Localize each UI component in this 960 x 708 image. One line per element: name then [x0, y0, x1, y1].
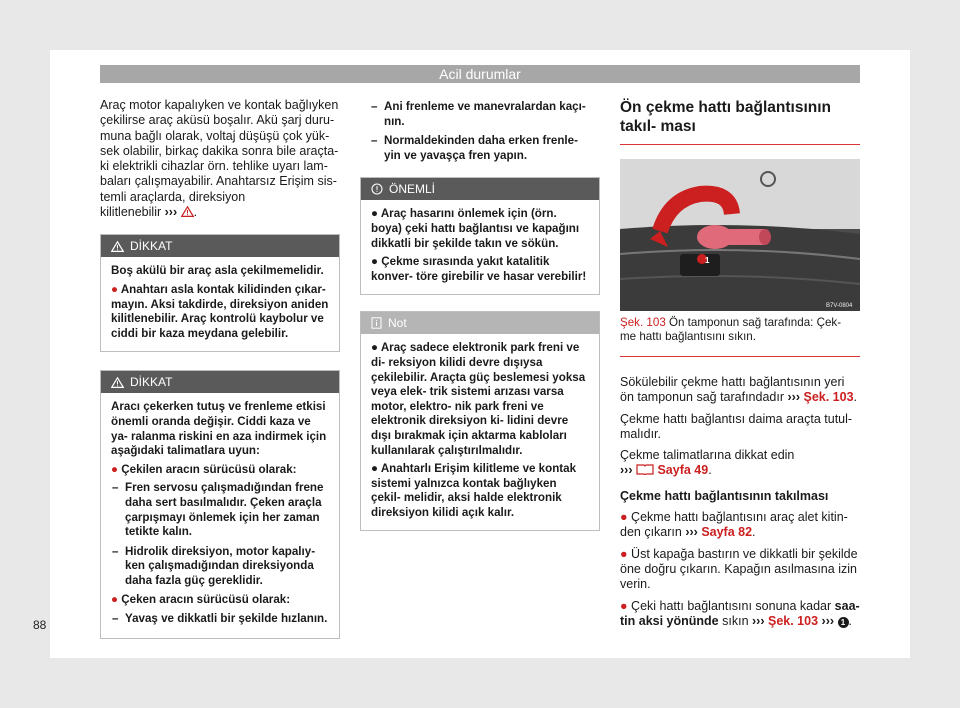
bullet: ● Çekilen aracın sürücüsü olarak: [111, 462, 297, 476]
warning-box-header: DİKKAT [101, 235, 339, 257]
dash-item: – Fren servosu çalışmadığından frene daha sert basılmalıdır. Çeken araçla çarpışmayı önlemek için her zaman tetikte kalın. [111, 481, 329, 539]
note-box-body [361, 334, 599, 530]
warning-icon [111, 377, 124, 388]
bullet: ● Çekme sırasında yakıt katalitik konver- töre girebilir ve hasar verebilir! [371, 255, 587, 283]
paragraph: Sökülebilir çekme hattı bağlantısının yeri ön tamponun sağ tarafındadır ››› Şek. 103. [620, 375, 858, 405]
warning-box-2 [100, 370, 340, 638]
dash-item: – Normaldekinden daha erken frenle- yin ve yavaşça fren yapın. [370, 134, 590, 163]
subheading: Çekme hattı bağlantısının takılması [620, 488, 829, 503]
column-left [100, 98, 340, 653]
bumper-illustration [620, 159, 860, 311]
warning-box-body: Boş akülü bir araç asla çekilmemelidir. ● Anahtarı asla kontak kilidinden çıkar- mayın. Aksi takdirde, direksiyon aniden kilitlenebilir. Araç kontrolü kaybolur ve ciddi bir kaza meydana gelebilir. [111, 264, 329, 340]
dash-item: – Ani frenleme ve manevralardan kaçı- nın. [370, 100, 590, 129]
warning-box-1 [100, 234, 340, 352]
figure-reference-link[interactable]: Şek. 103 [620, 316, 666, 329]
page-reference-link[interactable]: Sayfa 82 [701, 525, 753, 540]
warning-box-body: Aracı çekerken tutuş ve frenleme etkisi önemli oranda değişir. Ciddi kaza ve ya- ralanma riskini en aza indirmek için aşağıdaki talimatlara uyun: ● Çekilen aracın sürücüsü olarak: – Fren servosu çalışmadığından frene daha sert basılmalıdır. Çeken araçla çarpışmayı önlemek için her zaman tetikte kalın. – Hidrolik direksiyon, motor kapalıy- ken çalışmadığından direksiyonda daha fazla güç gereklidir. ● Çeken aracın sürücüsü olarak: – Yavaş ve dikkatli bir şekilde hızlanın. [101, 393, 339, 637]
warning-box-header: DİKKAT [101, 371, 339, 393]
svg-text:1: 1 [705, 256, 710, 265]
continued-list [360, 98, 600, 163]
paragraph: Çekme talimatlarına dikkat edin ››› Sayfa 49. [620, 448, 795, 478]
note-box-header: Not [361, 312, 599, 334]
figure-reference-link[interactable]: Şek. 103 [803, 390, 854, 405]
dash-item: – Hidrolik direksiyon, motor kapalıy- ken çalışmadığından direksiyonda daha fazla güç gereklidir. [111, 545, 329, 589]
section-header: Acil durumlar [100, 65, 860, 83]
column-middle [360, 98, 600, 545]
figure-reference-link[interactable]: Şek. 103 [768, 613, 819, 628]
warning-icon [111, 241, 124, 252]
figure-caption: Şek. 103 Ön tamponun sağ tarafında: Çek- me hattı bağlantısını sıkın. [620, 316, 860, 357]
paragraph: Çekme hattı bağlantısı daima araçta tutul- malıdır. [620, 411, 853, 441]
dash-item: – Yavaş ve dikkatli bir şekilde hızlanın. [111, 612, 329, 627]
book-icon [636, 463, 654, 475]
bullet: ● Üst kapağa bastırın ve dikkatli bir şekilde öne doğru çıkarın. Kapağın asılmasına izin verin. [620, 546, 858, 592]
note-icon [371, 317, 382, 329]
bullet: ● Çekme hattı bağlantısını araç alet kitin- den çıkarın ››› Sayfa 82. [620, 510, 848, 540]
info-circle-icon [371, 183, 383, 195]
bullet: ● Anahtarı asla kontak kilidinden çıkar- mayın. Aksi takdirde, direksiyon aniden kilitlenebilir. Araç kontrolü kaybolur ve ciddi bir kaza meydana gelebilir. [111, 282, 329, 340]
bullet: ● Anahtarlı Erişim kilitleme ve kontak sistemi yalnızca kontak bağlıyken çekil- melidir, aksi halde elektronik direksiyon kilidi açık kalır. [371, 462, 577, 519]
section-title: Ön çekme hattı bağlantısının takıl- ması [620, 98, 860, 145]
intro-paragraph: Araç motor kapalıyken ve kontak bağlıyken çekilirse araç aküsü boşalır. Akü şarj duru- muna bağlı olarak, voltaj düşüşü çok yük- sek olabilir, birkaç dakika sonra bile araçta- ki elektrikli cihazlar örn. tehlike uyarı lam- baları çalışmayabilir. Anahtarsız Erişim sis- temli araçlarda, direksiyon kilitlenebilir ››› . [100, 98, 339, 220]
bullet: ● Araç sadece elektronik park freni ve di- reksiyon kilidi devre dışıysa çekilebilir. Araçta güç beslemesi yoksa veya elek- trik sistemi arızası varsa motor, elektro- nik park freni ve elektronik direksiyon ki- lidini devre dışı bırakmak için aktarma kabloları kullanılarak çalıştırılmalıdır. [371, 341, 586, 457]
figure-103 [620, 159, 860, 311]
note-box [360, 311, 600, 531]
column-right [620, 98, 860, 635]
important-box-header: ÖNEMLİ [361, 178, 599, 200]
page-number: 88 [33, 618, 47, 632]
bullet: ● Çeken aracın sürücüsü olarak: [111, 593, 291, 607]
bullet: ● Çeki hattı bağlantısını sonuna kadar saa- tin aksi yönünde sıkın ››› Şek. 103 ››› 1 . [620, 598, 860, 628]
warning-icon [181, 206, 194, 217]
bullet: ● Araç hasarını önlemek için (örn. boya) çeki hattı bağlantısı ve kapağını dikkatli bir şekilde takın ve sökün. [371, 207, 580, 250]
page-reference-link[interactable]: Sayfa 49 [657, 463, 709, 478]
important-box [360, 177, 600, 295]
figure-code: B7V-0804 [826, 303, 853, 309]
marker-1-icon: 1 [838, 617, 849, 628]
important-box-body [361, 200, 599, 294]
